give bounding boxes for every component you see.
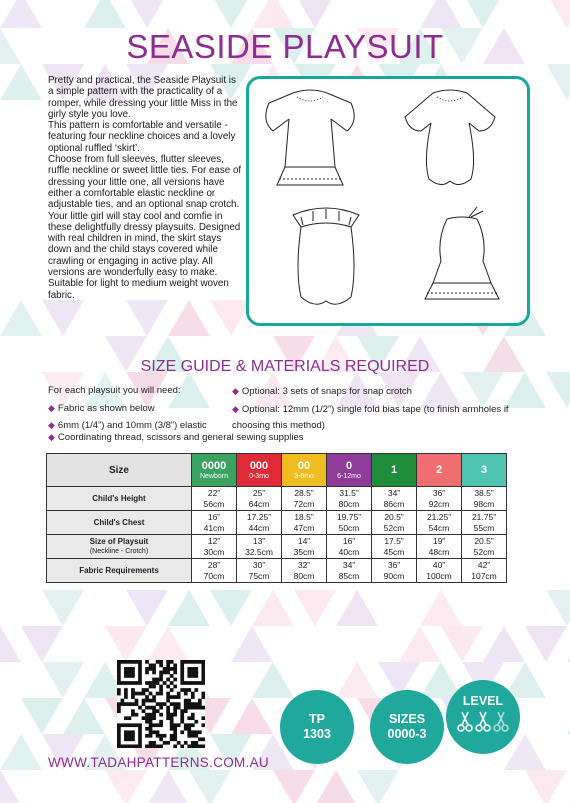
decorative-triangle xyxy=(210,0,252,28)
table-cell xyxy=(417,535,462,559)
decorative-triangle xyxy=(189,770,231,803)
value-cm: 72cm xyxy=(293,498,315,509)
playsuit-full-sleeve-drawing xyxy=(405,90,495,185)
decorative-triangle xyxy=(231,698,273,734)
value-inches: 28.5” xyxy=(294,487,314,498)
decorative-triangle xyxy=(126,590,168,626)
value-cm: 56cm xyxy=(203,498,225,509)
value-cm: 52cm xyxy=(473,546,495,557)
badge-value: 0000-3 xyxy=(387,727,427,741)
table-cell xyxy=(417,511,462,535)
size-header-cell xyxy=(372,454,417,487)
value-cm: 47cm xyxy=(293,522,315,533)
value-cm: 90cm xyxy=(383,570,405,581)
value-inches: 28” xyxy=(207,559,221,570)
playsuit-illustration-panel xyxy=(246,76,530,326)
value-cm: 48cm xyxy=(428,546,450,557)
playsuit-line-drawings xyxy=(249,79,527,323)
pattern-code-badge xyxy=(280,690,354,764)
table-cell xyxy=(462,559,507,583)
diamond-bullet-icon: ◆ xyxy=(232,403,239,414)
table-header-row xyxy=(47,454,507,487)
playsuit-ruffle-neckline-drawing xyxy=(293,208,359,304)
value-inches: 14” xyxy=(297,535,311,546)
scissors-icon xyxy=(494,712,508,731)
row-label-text: Child's Height xyxy=(92,493,146,503)
value-cm: 98cm xyxy=(473,498,495,509)
value-inches: 12” xyxy=(207,535,221,546)
decorative-triangle xyxy=(126,300,168,336)
value-cm: 52cm xyxy=(383,522,405,533)
playsuit-tie-neckline-drawing xyxy=(425,207,499,299)
size-code: 0000 xyxy=(201,459,227,472)
material-item-label: 6mm (1/4”) and 10mm (3/8”) elastic xyxy=(57,420,207,431)
level-badge xyxy=(446,680,520,754)
decorative-triangle xyxy=(0,734,42,770)
decorative-triangle xyxy=(252,0,294,28)
table-cell xyxy=(327,535,372,559)
value-cm: 54cm xyxy=(428,522,450,533)
diamond-bullet-icon: ◆ xyxy=(48,402,55,413)
value-inches: 34” xyxy=(387,487,401,498)
row-label-subtext: (Neckline - Crotch) xyxy=(89,547,149,555)
table-cell xyxy=(462,487,507,511)
table-cell xyxy=(327,511,372,535)
value-cm: 50cm xyxy=(338,522,360,533)
table-cell xyxy=(192,487,237,511)
list-item xyxy=(48,400,233,418)
value-cm: 41cm xyxy=(203,522,225,533)
table-cell xyxy=(327,559,372,583)
decorative-triangle xyxy=(210,590,252,626)
decorative-triangle xyxy=(483,626,525,662)
materials-list-right xyxy=(232,383,537,435)
row-label xyxy=(47,511,192,535)
diamond-bullet-icon: ◆ xyxy=(232,386,239,396)
value-inches: 36” xyxy=(387,559,401,570)
table-cell xyxy=(237,535,282,559)
table-row xyxy=(47,487,507,511)
decorative-triangle xyxy=(63,698,105,734)
decorative-triangle xyxy=(105,626,147,662)
table-cell xyxy=(237,559,282,583)
table-cell xyxy=(192,535,237,559)
diamond-bullet-icon: ◆ xyxy=(48,432,55,442)
size-code: 1 xyxy=(390,464,398,476)
size-header-cell xyxy=(237,454,282,487)
description-paragraph: Choose from full sleeves, flutter sleeves, ruffle neckline or sweet little ties. For ease of dressing your little one, all versions have either a comfortable elastic neckline or adjustable ties, and an optional snap crotch. Your little girl will stay cool and comfie in these delightfully dressy playsuits. Designed with real children in mind, the skirt stays down and the child stays covered while crawling or engaging in active play. All versions are wonderfully easy to make. xyxy=(48,154,242,279)
playsuit-flutter-sleeve-drawing xyxy=(266,90,354,185)
list-item xyxy=(232,401,537,435)
decorative-triangle xyxy=(0,0,42,28)
table-cell xyxy=(282,487,327,511)
decorative-triangle xyxy=(0,300,42,336)
value-inches: 21.25” xyxy=(426,511,452,522)
materials-list-bottom xyxy=(48,432,528,443)
value-inches: 20.5” xyxy=(474,535,494,546)
value-cm: 45cm xyxy=(383,546,405,557)
value-cm: 100cm xyxy=(426,570,452,581)
table-cell xyxy=(327,487,372,511)
value-cm: 85cm xyxy=(338,570,360,581)
size-code: 000 xyxy=(249,459,269,472)
value-inches: 42” xyxy=(477,559,491,570)
decorative-triangle xyxy=(147,626,189,662)
decorative-triangle xyxy=(546,0,570,28)
table-cell xyxy=(417,487,462,511)
decorative-triangle xyxy=(357,770,399,803)
size-header-cell xyxy=(462,454,507,487)
decorative-triangle xyxy=(336,662,378,698)
decorative-triangle xyxy=(462,0,504,28)
decorative-triangle xyxy=(42,662,84,698)
size-guide-heading: SIZE GUIDE & MATERIALS REQUIRED xyxy=(140,358,430,375)
size-header-cell xyxy=(192,454,237,487)
value-cm: 40cm xyxy=(338,546,360,557)
decorative-triangle xyxy=(546,590,570,626)
decorative-triangle xyxy=(315,770,357,803)
decorative-triangle xyxy=(273,770,315,803)
scissors-icon xyxy=(476,712,490,731)
table-cell xyxy=(372,535,417,559)
value-cm: 55cm xyxy=(473,522,495,533)
table-cell xyxy=(237,511,282,535)
materials-intro: For each playsuit you will need: xyxy=(48,385,181,396)
value-inches: 19” xyxy=(432,535,446,546)
table-cell xyxy=(372,487,417,511)
value-inches: 22” xyxy=(207,487,221,498)
decorative-triangle xyxy=(42,300,84,336)
product-description xyxy=(48,75,244,301)
table-row xyxy=(47,535,507,559)
size-code: 00 xyxy=(297,459,311,472)
decorative-triangle xyxy=(420,590,462,626)
table-cell xyxy=(192,559,237,583)
decorative-triangle xyxy=(525,770,567,803)
value-inches: 31.5” xyxy=(339,487,359,498)
size-age: Newborn xyxy=(199,472,228,480)
value-inches: 38.5” xyxy=(474,487,494,498)
decorative-triangle xyxy=(252,662,294,698)
decorative-triangle xyxy=(84,0,126,28)
badge-value: 1303 xyxy=(303,727,331,741)
description-paragraph: Pretty and practical, the Seaside Playsuit is a simple pattern with the practicality of a romper, while dressing your little Miss in the girly style you love. xyxy=(48,75,238,120)
materials-list-left xyxy=(48,383,233,435)
decorative-triangle xyxy=(0,64,42,100)
table-cell xyxy=(237,487,282,511)
value-cm: 107cm xyxy=(471,570,497,581)
decorative-triangle xyxy=(252,590,294,626)
decorative-triangle xyxy=(168,300,210,336)
qr-code-icon xyxy=(117,660,205,748)
row-label xyxy=(47,487,192,511)
material-item-label: Fabric as shown below xyxy=(57,402,155,414)
size-age: 3-6mo xyxy=(294,472,314,480)
size-column-header: Size xyxy=(47,454,192,487)
table-cell xyxy=(192,511,237,535)
table-row xyxy=(47,511,507,535)
decorative-triangle xyxy=(546,372,570,408)
value-cm: 30cm xyxy=(203,546,225,557)
size-age: 6-12mo xyxy=(337,472,361,480)
decorative-triangle xyxy=(294,0,336,28)
decorative-triangle xyxy=(525,626,567,662)
decorative-triangle xyxy=(42,590,84,626)
table-cell xyxy=(372,511,417,535)
badge-label: SIZES xyxy=(388,712,426,726)
row-label-text: Fabric Requirements xyxy=(79,565,159,575)
value-inches: 13” xyxy=(252,535,266,546)
table-cell xyxy=(462,511,507,535)
size-code: 0 xyxy=(345,459,353,472)
website-link[interactable]: WWW.TADAHPATTERNS.COM.AU xyxy=(48,755,269,770)
badge-label: TP xyxy=(309,712,325,726)
diamond-bullet-icon: ◆ xyxy=(48,420,55,430)
value-inches: 25” xyxy=(252,487,266,498)
decorative-triangle xyxy=(0,770,21,803)
value-inches: 36” xyxy=(432,487,446,498)
decorative-triangle xyxy=(399,626,441,662)
size-header-cell xyxy=(282,454,327,487)
table-row xyxy=(47,559,507,583)
table-cell xyxy=(372,559,417,583)
value-inches: 18.5” xyxy=(294,511,314,522)
scissors-level-icons xyxy=(455,709,511,733)
size-chart-table xyxy=(46,453,507,583)
value-cm: 44cm xyxy=(248,522,270,533)
value-inches: 17.25” xyxy=(246,511,272,522)
table-cell xyxy=(462,535,507,559)
value-cm: 80cm xyxy=(338,498,360,509)
value-inches: 40” xyxy=(432,559,446,570)
row-label-text: Child's Chest xyxy=(93,517,145,527)
value-cm: 35cm xyxy=(293,546,315,557)
table-cell xyxy=(417,559,462,583)
value-inches: 30” xyxy=(252,559,266,570)
value-inches: 32” xyxy=(297,559,311,570)
decorative-triangle xyxy=(21,626,63,662)
material-item-label: Optional: 3 sets of snaps for snap crotch xyxy=(241,386,412,397)
decorative-triangle xyxy=(0,626,21,662)
row-label xyxy=(47,559,192,583)
decorative-triangle xyxy=(294,590,336,626)
decorative-triangle xyxy=(336,590,378,626)
decorative-triangle xyxy=(21,698,63,734)
value-cm: 64cm xyxy=(248,498,270,509)
value-inches: 16” xyxy=(207,511,221,522)
decorative-triangle xyxy=(147,770,189,803)
description-paragraph: Suitable for light to medium weight woven fabric. xyxy=(48,278,229,301)
decorative-triangle xyxy=(105,770,147,803)
value-inches: 21.75” xyxy=(471,511,497,522)
value-cm: 32.5cm xyxy=(245,546,273,557)
decorative-triangle xyxy=(231,626,273,662)
size-header-cell xyxy=(327,454,372,487)
description-paragraph: This pattern is comfortable and versatile - featuring four neckline choices and a lovely optional ruffled ‘skirt’. xyxy=(48,120,236,154)
size-code: 3 xyxy=(480,464,488,476)
list-item xyxy=(232,383,537,401)
sizes-badge xyxy=(370,690,444,764)
table-cell xyxy=(282,511,327,535)
scissors-icon xyxy=(458,712,472,731)
value-inches: 17.5” xyxy=(384,535,404,546)
decorative-triangle xyxy=(420,0,462,28)
decorative-triangle xyxy=(546,64,570,100)
size-header-cell xyxy=(417,454,462,487)
value-cm: 92cm xyxy=(428,498,450,509)
page-title: SEASIDE PLAYSUIT xyxy=(126,28,444,65)
size-age: 0-3mo xyxy=(249,472,269,480)
value-inches: 19.75” xyxy=(336,511,362,522)
size-code: 2 xyxy=(435,464,443,476)
value-cm: 80cm xyxy=(293,570,315,581)
value-cm: 70cm xyxy=(203,570,225,581)
row-label-text: Size of Playsuit xyxy=(89,536,149,546)
decorative-triangle xyxy=(126,0,168,28)
material-item-label: Optional: 12mm (1/2”) single fold bias tape (to finish armholes if choosing this method) xyxy=(232,403,509,431)
value-inches: 16” xyxy=(342,535,356,546)
material-item-label: Coordinating thread, scissors and general sewing supplies xyxy=(57,432,304,443)
value-cm: 75cm xyxy=(248,570,270,581)
value-inches: 34” xyxy=(342,559,356,570)
decorative-triangle xyxy=(168,590,210,626)
table-cell xyxy=(282,559,327,583)
table-cell xyxy=(282,535,327,559)
value-inches: 20.5” xyxy=(384,511,404,522)
badge-label: LEVEL xyxy=(462,694,504,708)
row-label xyxy=(47,535,192,559)
decorative-triangle xyxy=(441,626,483,662)
value-cm: 86cm xyxy=(383,498,405,509)
